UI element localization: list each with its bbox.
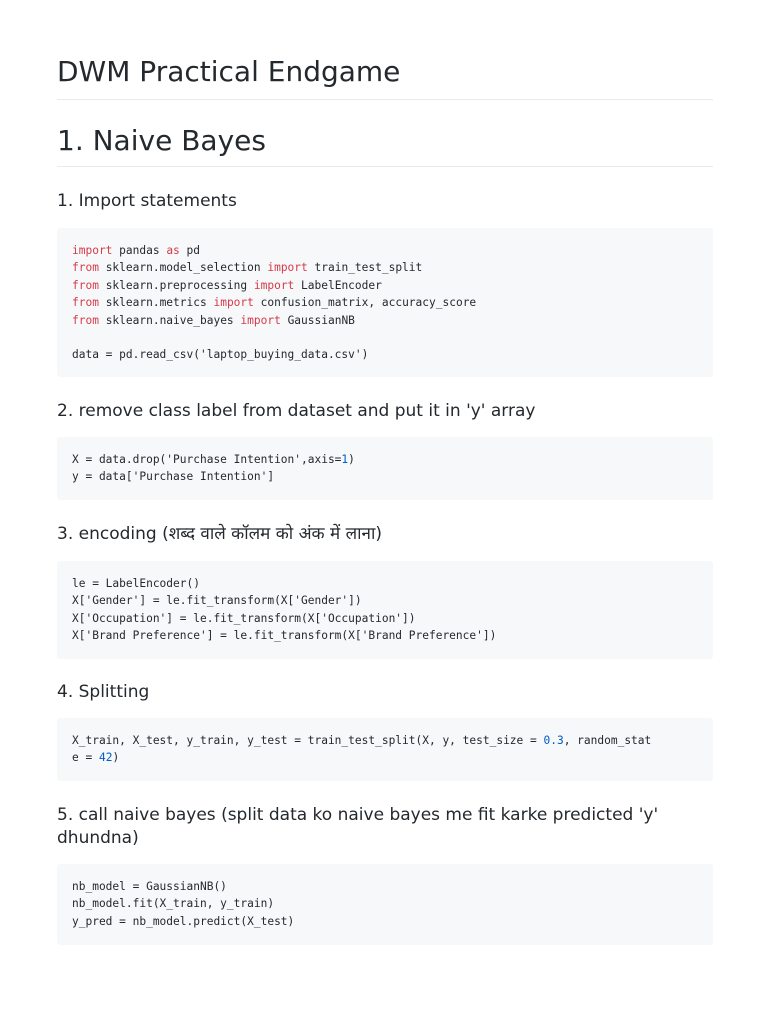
code-text: data = pd.read_csv('laptop_buying_data.csv') [72, 348, 369, 362]
code-text: confusion_matrix, accuracy_score [253, 296, 477, 310]
code-keyword: import [240, 313, 281, 327]
code-text: X = data.drop('Purchase Intention',axis= [72, 453, 342, 466]
code-line [72, 878, 698, 895]
code-text: pd [179, 244, 201, 257]
code-text: pandas [112, 244, 167, 257]
code-block-remove-label[interactable] [57, 437, 713, 500]
step-heading-splitting: 4. Splitting [57, 682, 150, 702]
code-text: sklearn.preprocessing [98, 278, 254, 292]
code-text: LabelEncoder [294, 278, 382, 292]
code-text: X_train, X_test, y_train, y_test = train_test_split(X, y, test_size = [72, 734, 544, 747]
code-line [72, 329, 698, 346]
code-keyword: from [72, 313, 99, 327]
code-text: ) [112, 751, 120, 765]
code-line [72, 610, 698, 627]
code-line [72, 749, 698, 766]
step-heading-encoding: 3. encoding (शब्द वाले कॉलम को अंक में लाना) [57, 524, 382, 544]
code-text: GaussianNB [280, 313, 355, 327]
code-line [72, 575, 698, 592]
code-keyword: import [213, 296, 254, 310]
code-text: train_test_split [307, 261, 423, 275]
code-number: 1 [341, 453, 349, 466]
code-text: sklearn.model_selection [98, 261, 268, 275]
code-text: e = [72, 751, 99, 765]
code-line [72, 346, 698, 363]
step-heading-remove-label: 2. remove class label from dataset and put it in 'y' array [57, 401, 536, 421]
code-text: nb_model.fit(X_train, y_train) [72, 897, 275, 911]
section-heading-naive-bayes: 1. Naive Bayes [57, 121, 713, 167]
code-line [72, 259, 698, 276]
code-text: le = LabelEncoder() [72, 577, 200, 590]
code-line [72, 592, 698, 609]
step-heading-naive-bayes: 5. call naive bayes (split data ko naive bayes me fit karke predicted 'y' dhundna) [57, 805, 659, 848]
step-heading-import: 1. Import statements [57, 191, 237, 211]
code-text: X['Brand Preference'] = le.fit_transform(X['Brand Preference']) [72, 629, 497, 643]
code-text: X['Gender'] = le.fit_transform(X['Gender']) [72, 594, 362, 608]
code-text: X['Occupation'] = le.fit_transform(X['Occupation']) [72, 611, 416, 625]
code-block-encoding[interactable] [57, 561, 713, 659]
code-keyword: from [72, 278, 99, 292]
code-block-naive-bayes[interactable] [57, 864, 713, 945]
code-line [72, 312, 698, 329]
code-keyword: from [72, 296, 99, 310]
code-keyword: import [72, 244, 113, 257]
code-line [72, 732, 698, 749]
code-text: y = data['Purchase Intention'] [72, 470, 275, 484]
code-line [72, 242, 698, 259]
code-text: ) [348, 453, 355, 466]
code-text: sklearn.metrics [98, 296, 214, 310]
code-keyword: from [72, 261, 99, 275]
code-line [72, 451, 698, 468]
code-line [72, 468, 698, 485]
code-line [72, 294, 698, 311]
code-line [72, 895, 698, 912]
page-title: DWM Practical Endgame [57, 52, 713, 100]
code-keyword: import [253, 278, 295, 292]
code-keyword: as [166, 244, 180, 257]
code-keyword: import [267, 261, 308, 275]
code-text: , random_stat [563, 734, 652, 747]
code-line [72, 277, 698, 294]
code-text: nb_model = GaussianNB() [72, 880, 227, 893]
code-line [72, 913, 698, 930]
code-text: y_pred = nb_model.predict(X_test) [72, 914, 295, 928]
code-block-import[interactable] [57, 228, 713, 377]
code-number: 42 [98, 751, 113, 765]
code-number: 0.3 [543, 734, 564, 747]
code-text: sklearn.naive_bayes [98, 313, 241, 327]
code-line [72, 627, 698, 644]
code-block-splitting[interactable] [57, 718, 713, 781]
